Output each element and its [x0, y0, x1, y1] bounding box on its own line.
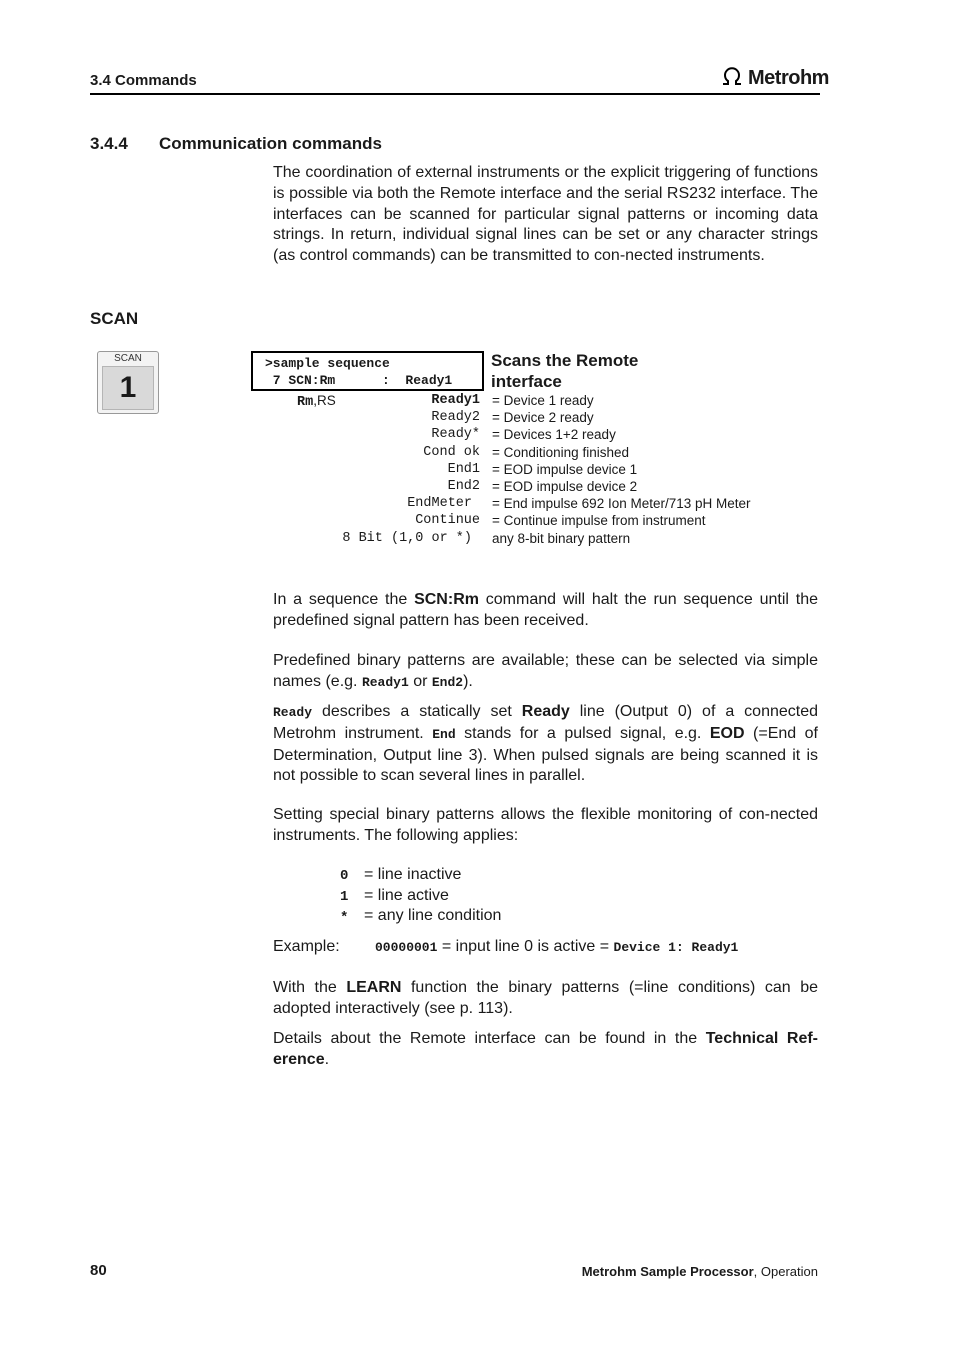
running-header: 3.4 Commands [90, 72, 197, 89]
option-code: End1 [447, 462, 480, 477]
paragraph-ready-end: Ready describes a statically set Ready line (Output 0) of a connected Metrohm instrument. End stands for a pulsed signal, e.g. EOD (=End of Determination, Output line 3). When pulsed signals are being scanned it is not possible to scan several lines in parallel. [273, 703, 819, 785]
legend-text: = any line condition [364, 907, 502, 924]
option-code: Ready* [431, 427, 480, 442]
option-desc: any 8-bit binary pattern [492, 531, 631, 546]
option-code: Ready1 [431, 393, 480, 408]
header-rule [90, 93, 820, 95]
scan-description-title: Scans the Remote interface [491, 351, 639, 391]
section-name: Communication commands [159, 134, 382, 153]
option-code: Cond ok [423, 445, 480, 460]
scan-key-label: SCAN [114, 353, 142, 364]
legend-symbol: 1 [340, 889, 349, 905]
footer-product: Metrohm Sample Processor, Operation [581, 1264, 818, 1279]
option-code: Continue [415, 513, 480, 528]
metrohm-logo [720, 66, 829, 91]
option-desc: = Device 2 ready [492, 410, 594, 425]
option-desc: = Device 1 ready [492, 393, 594, 408]
display-line-2: 7 SCN:Rm : Ready1 [265, 373, 453, 388]
legend-symbol: * [340, 910, 349, 926]
scan-key-digit: 1 [102, 366, 154, 410]
option-desc: = End impulse 692 Ion Meter/713 pH Meter [492, 496, 751, 511]
example-line: 00000001 = input line 0 is active = Device 1: Ready1 [375, 938, 739, 955]
paragraph-technical-reference: Details about the Remote interface can be found in the Technical Ref-erence. [273, 1030, 819, 1068]
option-desc: = Conditioning finished [492, 445, 629, 460]
intro-paragraph: The coordination of external instruments or the explicit triggering of functions is possible via both the Remote interface and the serial RS232 interface. The interfaces can be scanned for particular signal patterns or incoming data strings. In return, individual signal lines can be set or any character strings (as control commands) can be transmitted to con-nected instruments. [273, 164, 818, 265]
option-code: End2 [447, 479, 480, 494]
option-desc: = EOD impulse device 1 [492, 462, 638, 477]
page-number: 80 [90, 1262, 107, 1279]
legend-text: = line inactive [364, 866, 462, 883]
legend-symbol: 0 [340, 868, 349, 884]
paragraph-learn: With the LEARN function the binary patterns (=line conditions) can be adopted interactively (see p. 113). [273, 979, 818, 1017]
option-code: EndMeter [407, 496, 472, 511]
option-code: 8 Bit (1,0 or *) [342, 531, 472, 546]
scan-key [97, 351, 159, 414]
option-code: Ready2 [431, 410, 480, 425]
section-title [90, 134, 382, 154]
section-number: 3.4.4 [90, 134, 128, 153]
display-line-1: >sample sequence [265, 356, 390, 371]
option-desc: = EOD impulse device 2 [492, 479, 638, 494]
paragraph-scn-rm: In a sequence the SCN:Rm command will halt the run sequence until the predefined signal pattern has been received. [273, 591, 818, 629]
paragraph-predefined: Predefined binary patterns are available; these can be selected via simple names (e.g. Ready1 or End2). [273, 652, 818, 690]
omega-icon [720, 66, 744, 91]
legend-text: = line active [364, 887, 449, 904]
logo-text: Metrohm [748, 67, 829, 89]
example-label: Example: [273, 938, 340, 955]
lcd-display [251, 351, 484, 391]
paragraph-binary-patterns: Setting special binary patterns allows the flexible monitoring of con-nected instruments. The following applies: [273, 806, 818, 844]
option-desc: = Continue impulse from instrument [492, 513, 706, 528]
option-desc: = Devices 1+2 ready [492, 427, 616, 442]
parameter-label: Rm,RS [297, 393, 336, 410]
scan-heading: SCAN [90, 309, 139, 328]
